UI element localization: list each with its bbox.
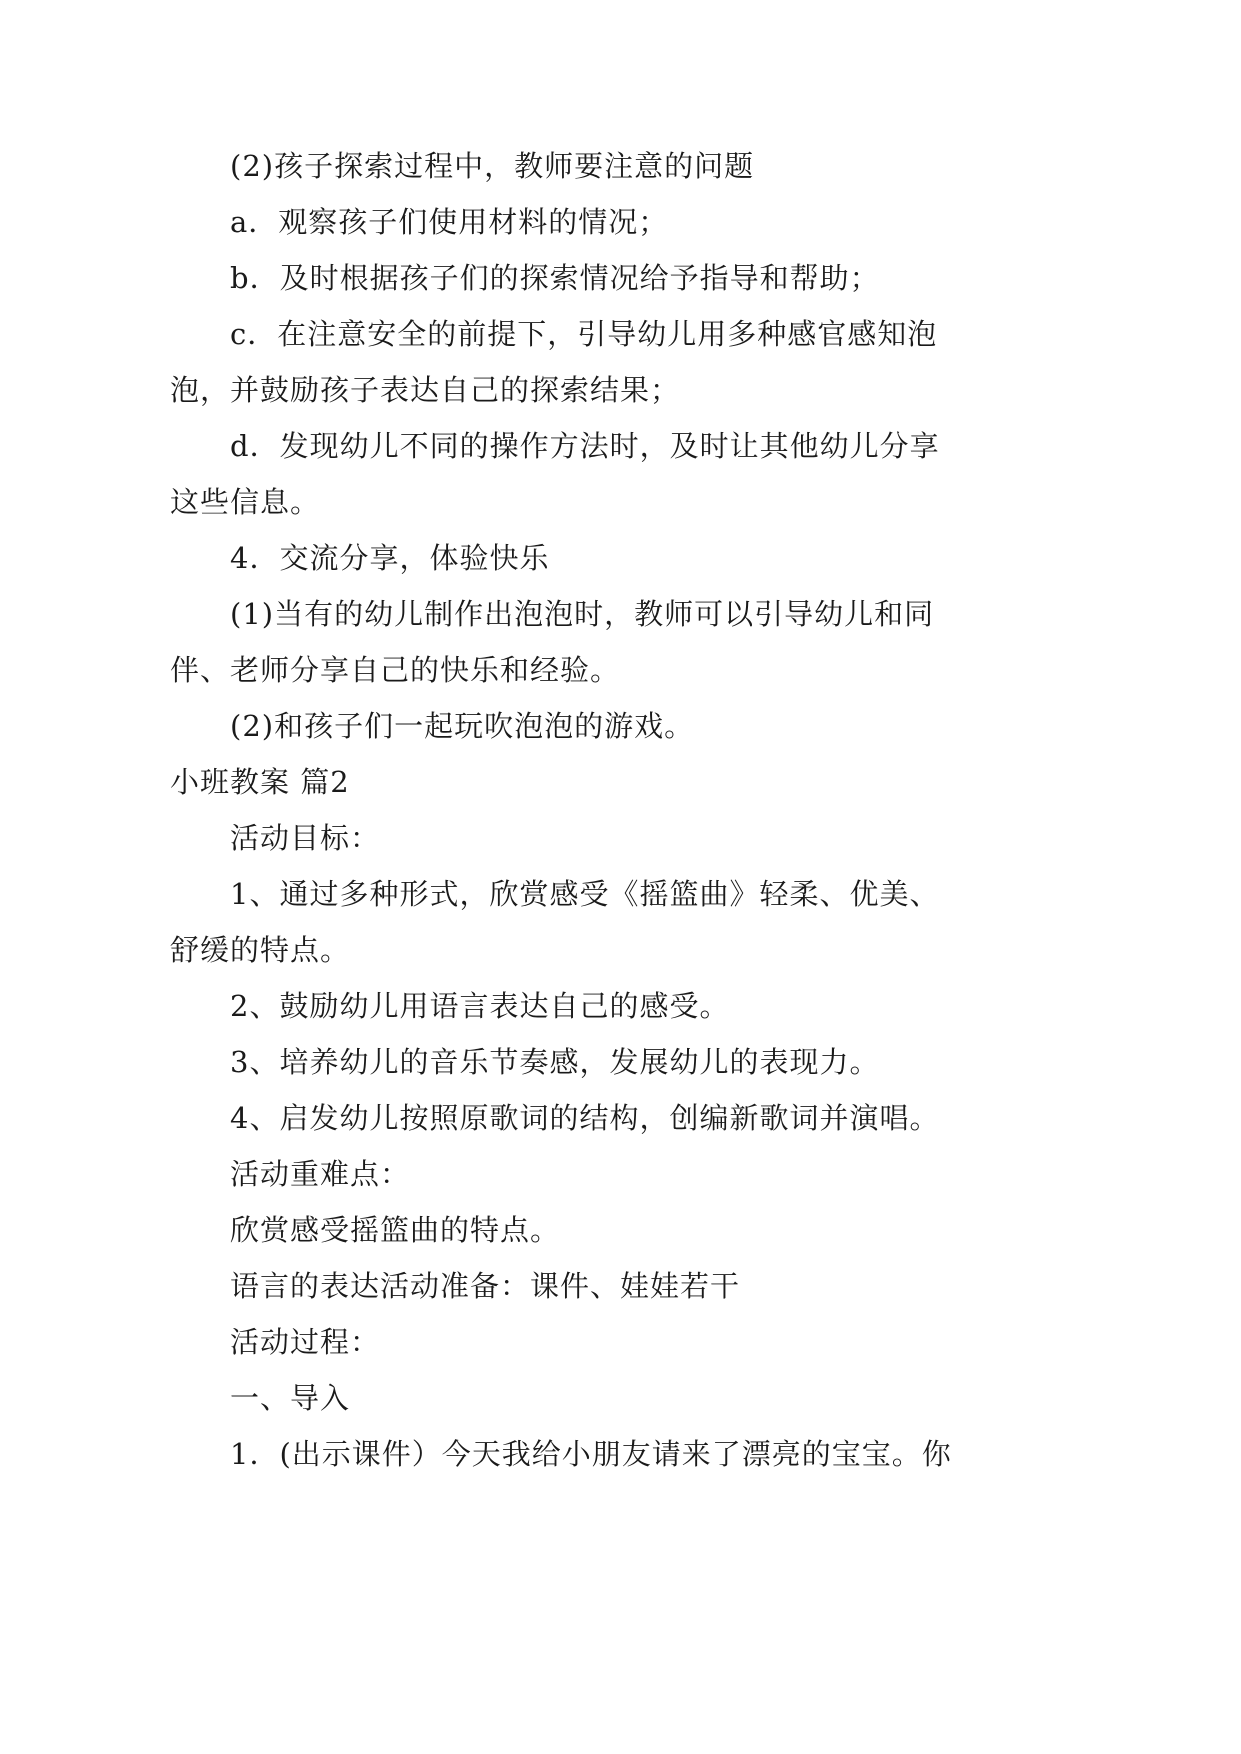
text-line: 一、导入 (230, 1381, 351, 1415)
section-heading: 小班教案 篇2 (170, 765, 350, 799)
text-line: (2)孩子探索过程中，教师要注意的问题 (230, 149, 755, 183)
text-line: 伴、老师分享自己的快乐和经验。 (170, 653, 621, 687)
text-line: 泡，并鼓励孩子表达自己的探索结果； (170, 373, 681, 407)
text-line: (2)和孩子们一起玩吹泡泡的游戏。 (230, 709, 695, 743)
text-line: 4．交流分享，体验快乐 (230, 541, 550, 575)
text-line: 欣赏感受摇篮曲的特点。 (230, 1213, 561, 1247)
text-line: 2、鼓励幼儿用语言表达自己的感受。 (230, 989, 730, 1023)
text-line: 这些信息。 (170, 485, 321, 519)
text-line: b．及时根据孩子们的探索情况给予指导和帮助； (230, 261, 880, 295)
text-line: (1)当有的幼儿制作出泡泡时，教师可以引导幼儿和同 (230, 597, 935, 631)
text-line: 3、培养幼儿的音乐节奏感，发展幼儿的表现力。 (230, 1045, 880, 1079)
text-line: 活动过程： (230, 1325, 381, 1359)
text-line: 语言的表达活动准备：课件、娃娃若干 (230, 1269, 741, 1303)
text-line: 舒缓的特点。 (170, 933, 351, 967)
text-line: 1、通过多种形式，欣赏感受《摇篮曲》轻柔、优美、 (230, 877, 940, 911)
text-line: 活动重难点： (230, 1157, 411, 1191)
text-line: 1．(出示课件）今天我给小朋友请来了漂亮的宝宝。你 (230, 1437, 952, 1471)
text-line: 4、启发幼儿按照原歌词的结构，创编新歌词并演唱。 (230, 1101, 940, 1135)
text-line: a．观察孩子们使用材料的情况； (230, 205, 669, 239)
text-line: 活动目标： (230, 821, 381, 855)
text-line: d．发现幼儿不同的操作方法时，及时让其他幼儿分享 (230, 429, 940, 463)
text-line: c．在注意安全的前提下，引导幼儿用多种感官感知泡 (230, 317, 938, 351)
